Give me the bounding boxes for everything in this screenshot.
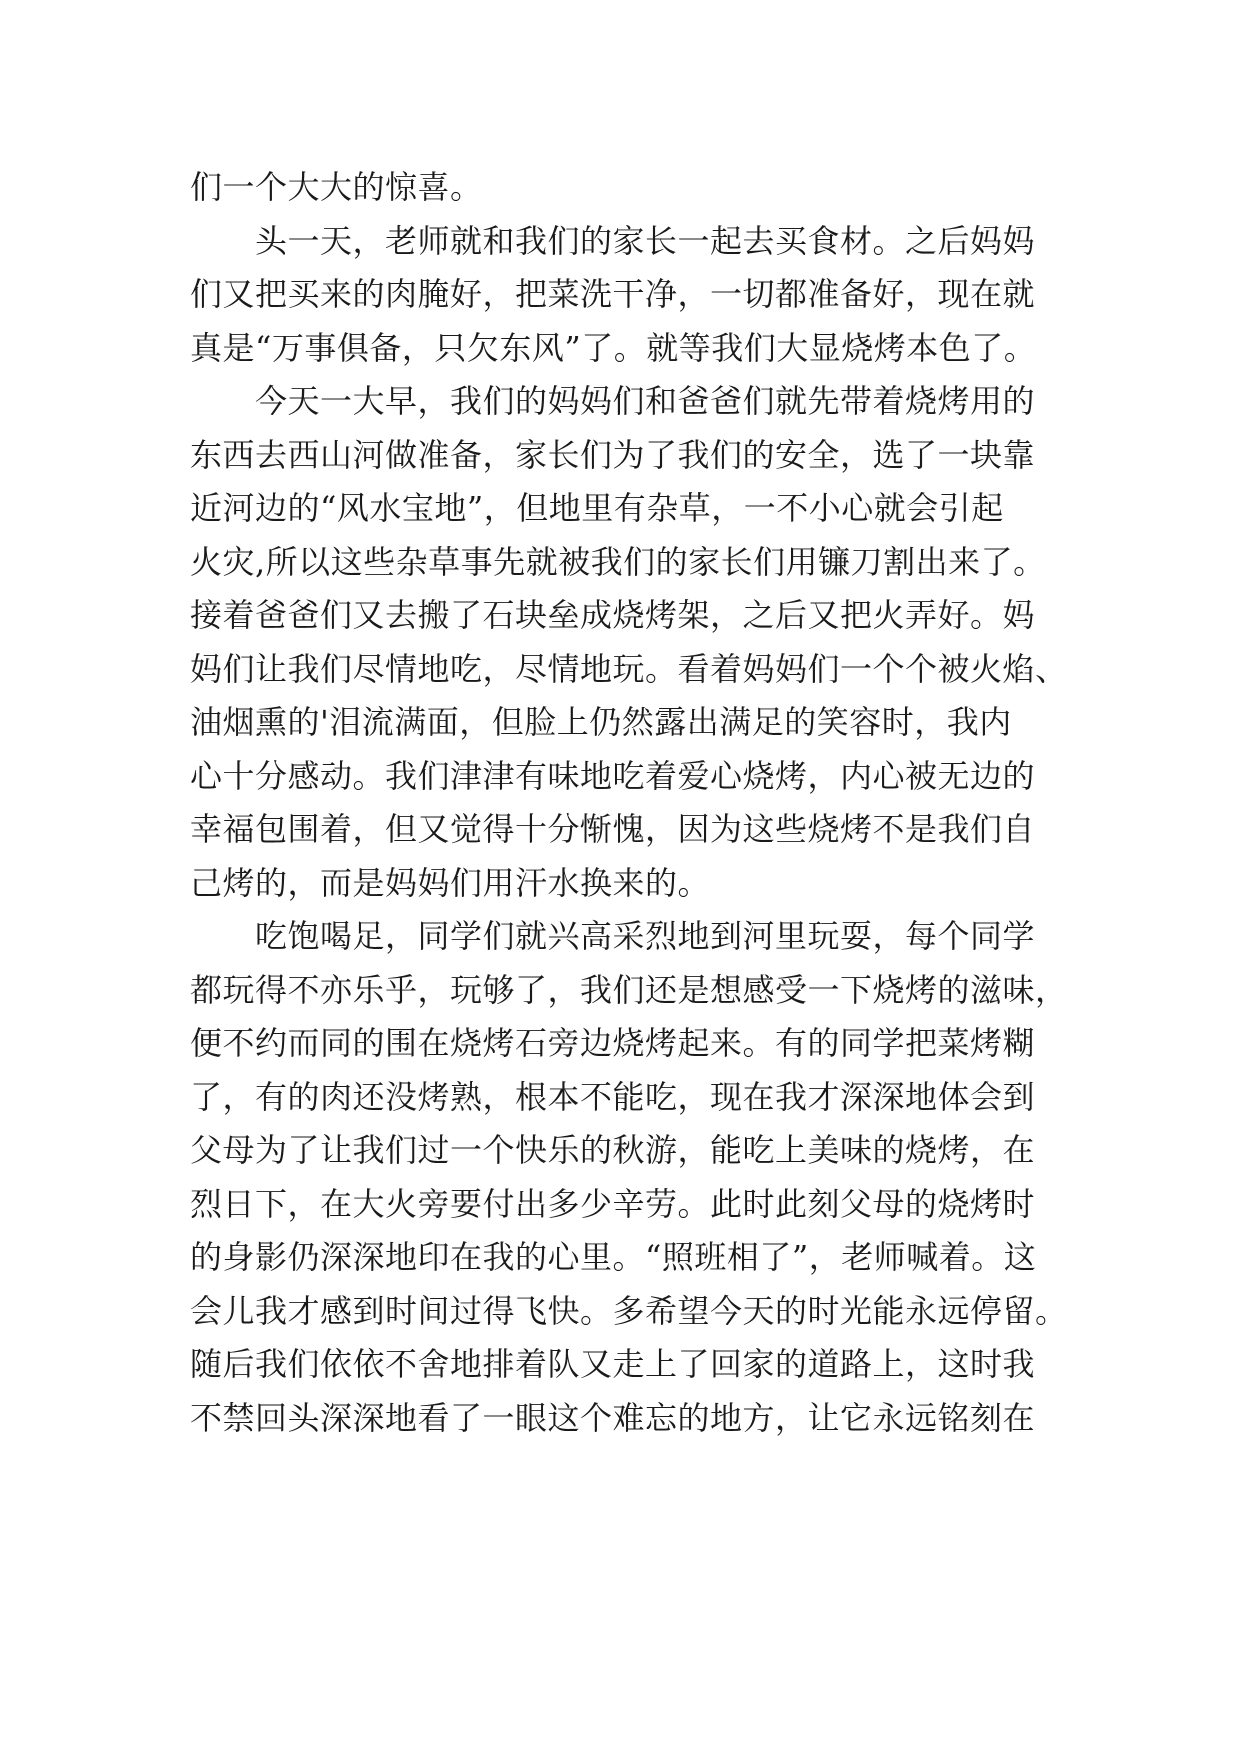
text-line: 随后我们依依不舍地排着队又走上了回家的道路上，这时我 [190, 1345, 1036, 1383]
text-line: 了，有的肉还没烤熟，根本不能吃，现在我才深深地体会到 [190, 1077, 1036, 1116]
text-line: 的身影仍深深地印在我的心里。“照班相了”，老师喊着。这 [190, 1238, 1037, 1276]
text-line: 们又把买来的肉腌好，把菜洗干净，一切都准备好，现在就 [190, 275, 1036, 313]
text-line: 不禁回头深深地看了一眼这个难忘的地方，让它永远铭刻在 [190, 1398, 1036, 1437]
text-line: 便不约而同的围在烧烤石旁边烧烤起来。有的同学把菜烤糊 [190, 1024, 1036, 1062]
text-line: 今天一大早，我们的妈妈们和爸爸们就先带着烧烤用的 [190, 382, 1036, 420]
text-line: 心十分感动。我们津津有味地吃着爱心烧烤，内心被无边的 [190, 756, 1036, 795]
text-line: 接着爸爸们又去搬了石块垒成烧烤架，之后又把火弄好。妈 [190, 596, 1036, 634]
text-line: 吃饱喝足，同学们就兴高采烈地到河里玩耍，每个同学 [190, 917, 1036, 955]
text-line: 都玩得不亦乐乎，玩够了，我们还是想感受一下烧烤的滋味， [190, 970, 1068, 1009]
text-line: 们一个大大的惊喜。 [190, 168, 483, 206]
text-line: 火灾,所以这些杂草事先就被我们的家长们用镰刀割出来了。 [190, 542, 1046, 581]
text-line: 妈们让我们尽情地吃，尽情地玩。看着妈妈们一个个被火焰、 [190, 649, 1068, 688]
text-line: 真是“万事俱备，只欠东风”了。就等我们大显烧烤本色了。 [190, 328, 1037, 367]
body-text [190, 161, 1070, 1445]
text-line: 会儿我才感到时间过得飞快。多希望今天的时光能永远停留。 [190, 1291, 1068, 1330]
text-line: 东西去西山河做准备，家长们为了我们的安全，选了一块靠 [190, 435, 1036, 474]
text-line: 近河边的“风水宝地”，但地里有杂草，一不小心就会引起 [190, 489, 1004, 527]
text-line: 己烤的，而是妈妈们用汗水换来的。 [190, 863, 711, 902]
text-line: 幸福包围着，但又觉得十分惭愧，因为这些烧烤不是我们自 [190, 810, 1036, 848]
text-line: 油烟熏的'泪流满面，但脸上仍然露出满足的笑容时，我内 [190, 703, 1012, 741]
text-line: 头一天，老师就和我们的家长一起去买食材。之后妈妈 [190, 221, 1036, 260]
text-line: 父母为了让我们过一个快乐的秋游，能吃上美味的烧烤，在 [190, 1131, 1036, 1169]
text-line: 烈日下，在大火旁要付出多少辛劳。此时此刻父母的烧烤时 [190, 1184, 1036, 1223]
